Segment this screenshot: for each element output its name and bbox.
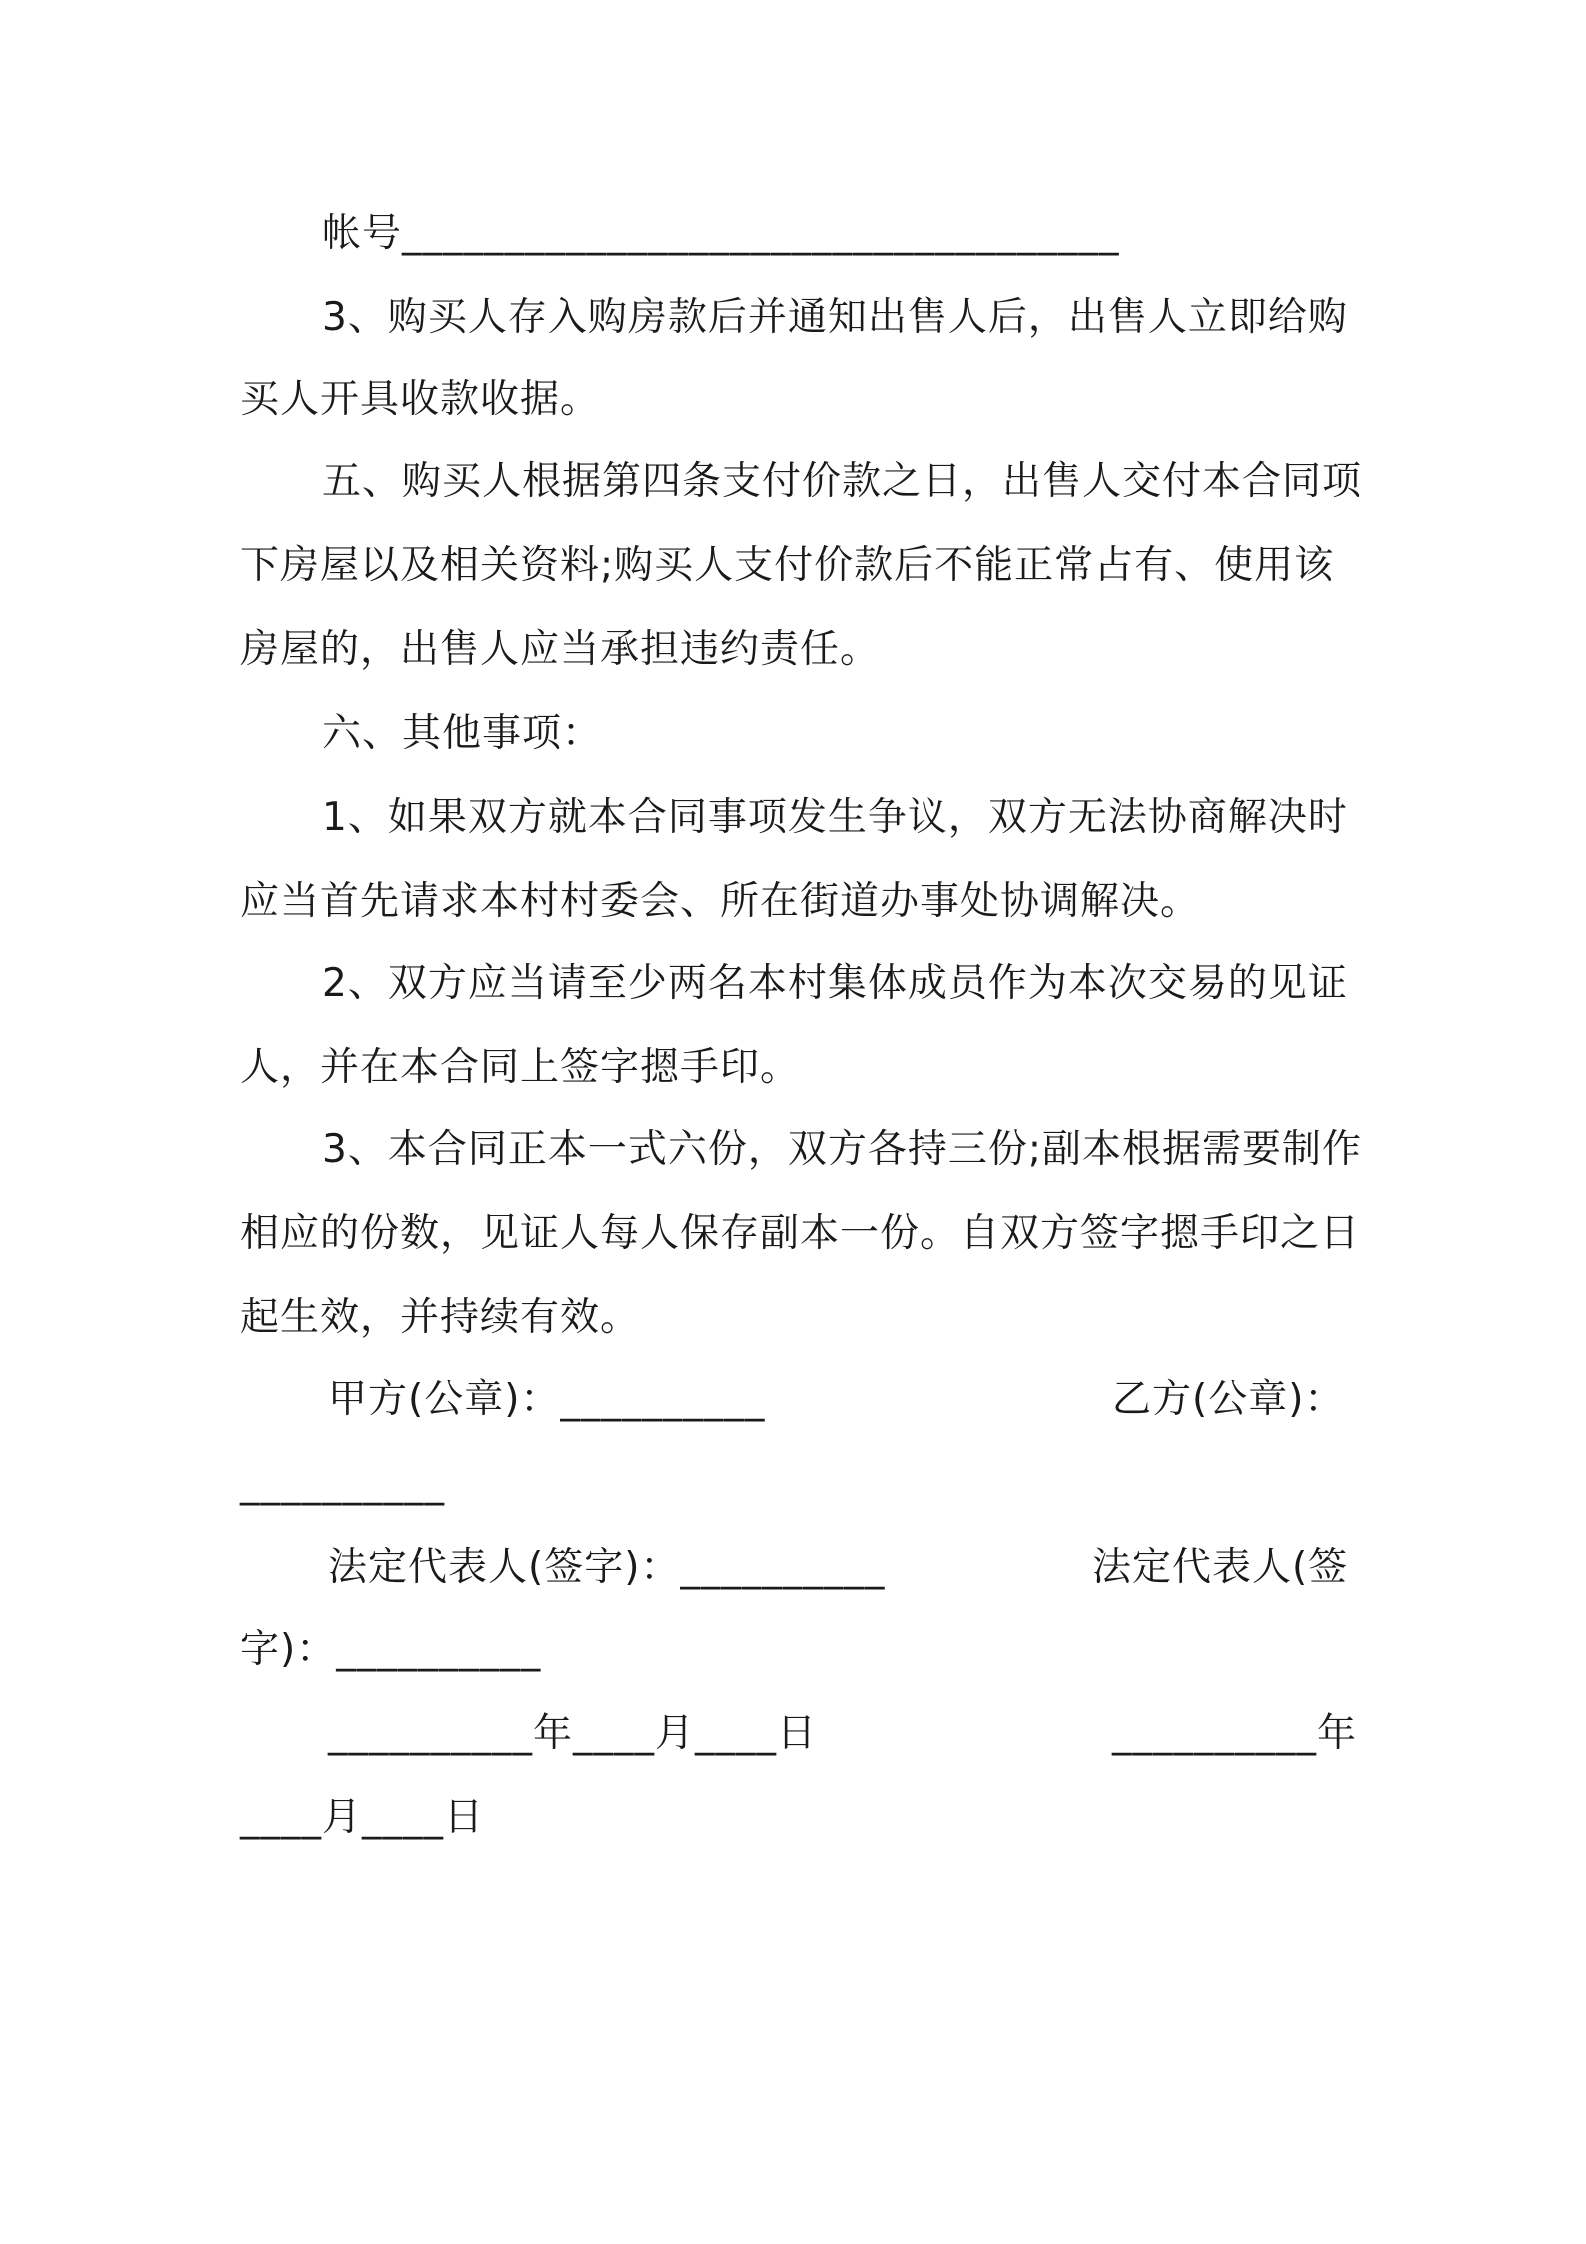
party-a-rep: 法定代表人(签字)：__________ [328,1545,886,1590]
section5-line1: 五、购买人根据第四条支付价款之日，出售人交付本合同项 [322,459,1363,504]
party-a-seal: 甲方(公章)：__________ [328,1377,766,1422]
s6-item3-line3: 起生效，并持续有效。 [240,1295,641,1340]
party-a-date: __________年____月____日 [328,1711,818,1756]
section5-line3: 房屋的，出售人应当承担违约责任。 [240,627,881,672]
party-b-seal-blank: __________ [240,1461,445,1506]
s6-item3-line2: 相应的份数，见证人每人保存副本一份。自双方签字摁手印之日 [240,1211,1361,1256]
item3-line2: 买人开具收款收据。 [240,377,601,422]
party-b-rep-part1: 法定代表人(签 [1092,1545,1349,1590]
party-b-rep-part2: 字)：__________ [240,1627,542,1672]
section5-line2: 下房屋以及相关资料;购买人支付价款后不能正常占有、使用该 [240,543,1335,588]
s6-item1-line1: 1、如果双方就本合同事项发生争议，双方无法协商解决时 [322,795,1348,840]
party-b-seal: 乙方(公章)： [1112,1377,1345,1422]
party-b-date-part1: __________年 [1112,1711,1358,1756]
item3-line1: 3、购买人存入购房款后并通知出售人后，出售人立即给购 [322,295,1348,340]
account-line: 帐号___________________________________ [322,211,1120,256]
s6-item2-line2: 人，并在本合同上签字摁手印。 [240,1045,801,1090]
s6-item3-line1: 3、本合同正本一式六份，双方各持三份;副本根据需要制作 [322,1127,1362,1172]
s6-item1-line2: 应当首先请求本村村委会、所在街道办事处协调解决。 [240,879,1201,924]
s6-item2-line1: 2、双方应当请至少两名本村集体成员作为本次交易的见证 [322,961,1348,1006]
party-b-date-part2: ____月____日 [240,1795,485,1840]
section6-title: 六、其他事项： [322,711,603,756]
